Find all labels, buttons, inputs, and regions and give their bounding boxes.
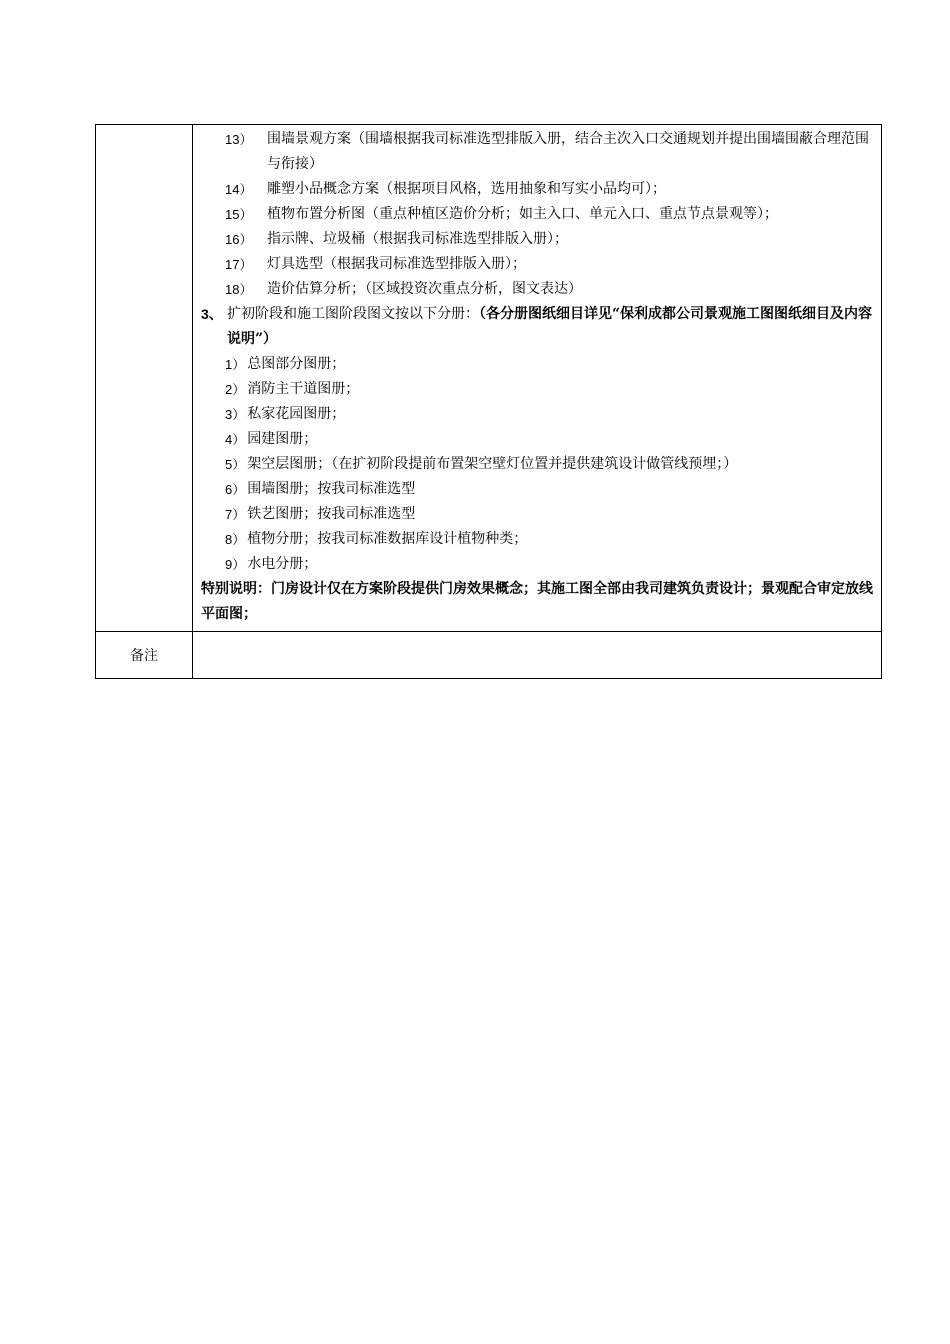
item-number: 15） xyxy=(225,207,253,222)
list-item xyxy=(201,277,873,302)
section-3 xyxy=(201,302,873,352)
content-row xyxy=(96,125,882,632)
item-number: 13） xyxy=(225,132,253,147)
item-text: 造价估算分析；（区域投资次重点分析，图文表达） xyxy=(267,281,582,297)
list-item xyxy=(201,502,873,527)
item-text: 园建图册； xyxy=(247,431,318,447)
remark-label: 备注 xyxy=(96,632,193,679)
item-text: 指示牌、垃圾桶（根据我司标准选型排版入册）； xyxy=(267,231,568,247)
item-number: 16） xyxy=(225,232,253,247)
item-text: 围墙景观方案（围墙根据我司标准选型排版入册，结合主次入口交通规划并提出围墙围蔽合理范围与衔接） xyxy=(267,131,869,172)
item-number: 9） xyxy=(225,557,246,572)
item-text: 架空层图册；（在扩初阶段提前布置架空壁灯位置并提供建筑设计做管线预埋；） xyxy=(247,456,738,472)
list-item xyxy=(201,252,873,277)
list-item xyxy=(201,227,873,252)
list-item xyxy=(201,202,873,227)
item-number: 7） xyxy=(225,507,246,522)
section-body xyxy=(227,302,873,352)
sub-item-list xyxy=(201,127,873,302)
item-text: 围墙图册；按我司标准选型 xyxy=(247,481,416,497)
document-table xyxy=(95,124,882,679)
list-item xyxy=(201,402,873,427)
content-cell xyxy=(193,125,882,632)
item-text: 总图部分图册； xyxy=(247,356,346,372)
item-text: 消防主干道图册； xyxy=(247,381,360,397)
section-bold-note: （各分册图纸细目详见“保利成都公司景观施工图图纸细目及内容说明”） xyxy=(227,306,873,347)
item-text: 水电分册； xyxy=(247,556,318,572)
item-number: 8） xyxy=(225,532,246,547)
list-item xyxy=(201,527,873,552)
list-item xyxy=(201,452,873,477)
list-item xyxy=(201,127,873,177)
volume-list xyxy=(201,352,873,577)
left-blank-cell xyxy=(96,125,193,632)
item-text: 植物布置分析图（重点种植区造价分析；如主入口、单元入口、重点节点景观等）； xyxy=(267,206,778,222)
item-number: 3） xyxy=(225,407,246,422)
section-text: 扩初阶段和施工图阶段图文按以下分册： xyxy=(227,306,479,322)
item-number: 5） xyxy=(225,457,246,472)
item-number: 14） xyxy=(225,182,253,197)
item-text: 灯具选型（根据我司标准选型排版入册）； xyxy=(267,256,526,272)
item-text: 植物分册；按我司标准数据库设计植物种类； xyxy=(247,531,528,547)
item-text: 铁艺图册；按我司标准选型 xyxy=(247,506,416,522)
item-text: 私家花园图册； xyxy=(247,406,346,422)
item-number: 17） xyxy=(225,257,253,272)
list-item xyxy=(201,352,873,377)
item-number: 6） xyxy=(225,482,246,497)
list-item xyxy=(201,477,873,502)
remark-value xyxy=(193,632,882,679)
item-number: 4） xyxy=(225,432,246,447)
item-number: 18） xyxy=(225,282,253,297)
remark-row xyxy=(96,632,882,679)
item-number: 1） xyxy=(225,357,246,372)
list-item xyxy=(201,552,873,577)
list-item xyxy=(201,427,873,452)
special-note: 特别说明：门房设计仅在方案阶段提供门房效果概念；其施工图全部由我司建筑负责设计；景观配合审定放线平面图； xyxy=(201,581,873,622)
item-text: 雕塑小品概念方案（根据项目风格，选用抽象和写实小品均可）； xyxy=(267,181,666,197)
item-number: 2） xyxy=(225,382,246,397)
list-item xyxy=(201,177,873,202)
section-number: 3、 xyxy=(201,306,223,322)
list-item xyxy=(201,377,873,402)
